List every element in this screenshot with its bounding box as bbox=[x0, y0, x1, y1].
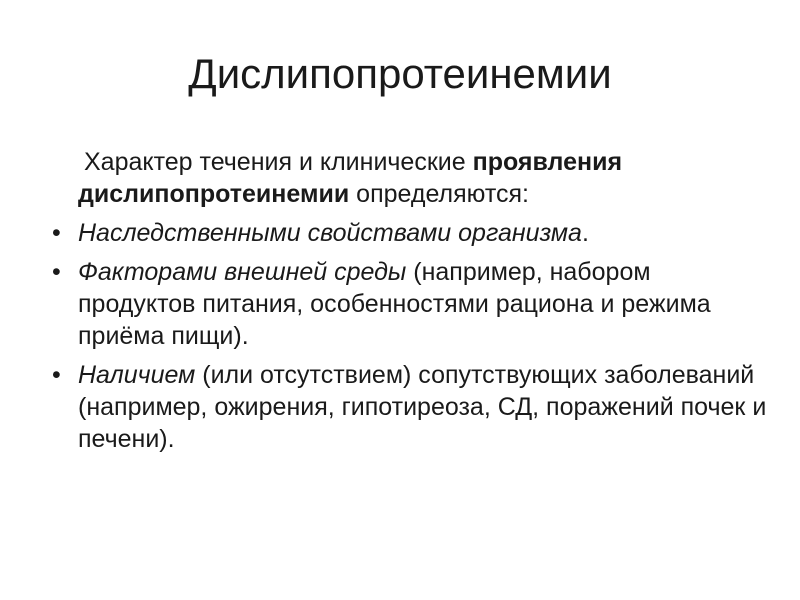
bullet-item-italic: Факторами внешней среды bbox=[78, 258, 407, 286]
bullet-item-italic: Наличием bbox=[78, 361, 196, 389]
bullet-item-text: . bbox=[581, 219, 589, 247]
intro-text-end: определяются: bbox=[349, 180, 530, 208]
bullet-item-text: (или отсутствием) сопутствующих заболеваний (например, ожирения, гипотиреоза, СД, поражений почек и печени). bbox=[78, 361, 767, 453]
intro-text-start: Характер течения и клинические bbox=[84, 148, 473, 176]
bullet-item-italic: Наследственными свойствами организма bbox=[78, 219, 582, 247]
bullet-icon: • bbox=[52, 258, 61, 286]
bullet-item-environment bbox=[48, 256, 768, 352]
bullet-list bbox=[48, 217, 768, 455]
slide-body bbox=[48, 146, 768, 462]
intro-text-bold: проявления дислипопротеинемии bbox=[78, 148, 623, 208]
intro-paragraph bbox=[48, 146, 768, 210]
slide-title: Дислипопротеинемии bbox=[188, 50, 612, 97]
bullet-icon: • bbox=[52, 361, 61, 389]
bullet-item-comorbidities bbox=[48, 359, 768, 455]
bullet-item-text: (например, набором продуктов питания, особенностями рациона и режима приёма пищи). bbox=[78, 258, 711, 350]
bullet-item-heredity bbox=[48, 217, 768, 249]
bullet-icon: • bbox=[52, 219, 61, 247]
